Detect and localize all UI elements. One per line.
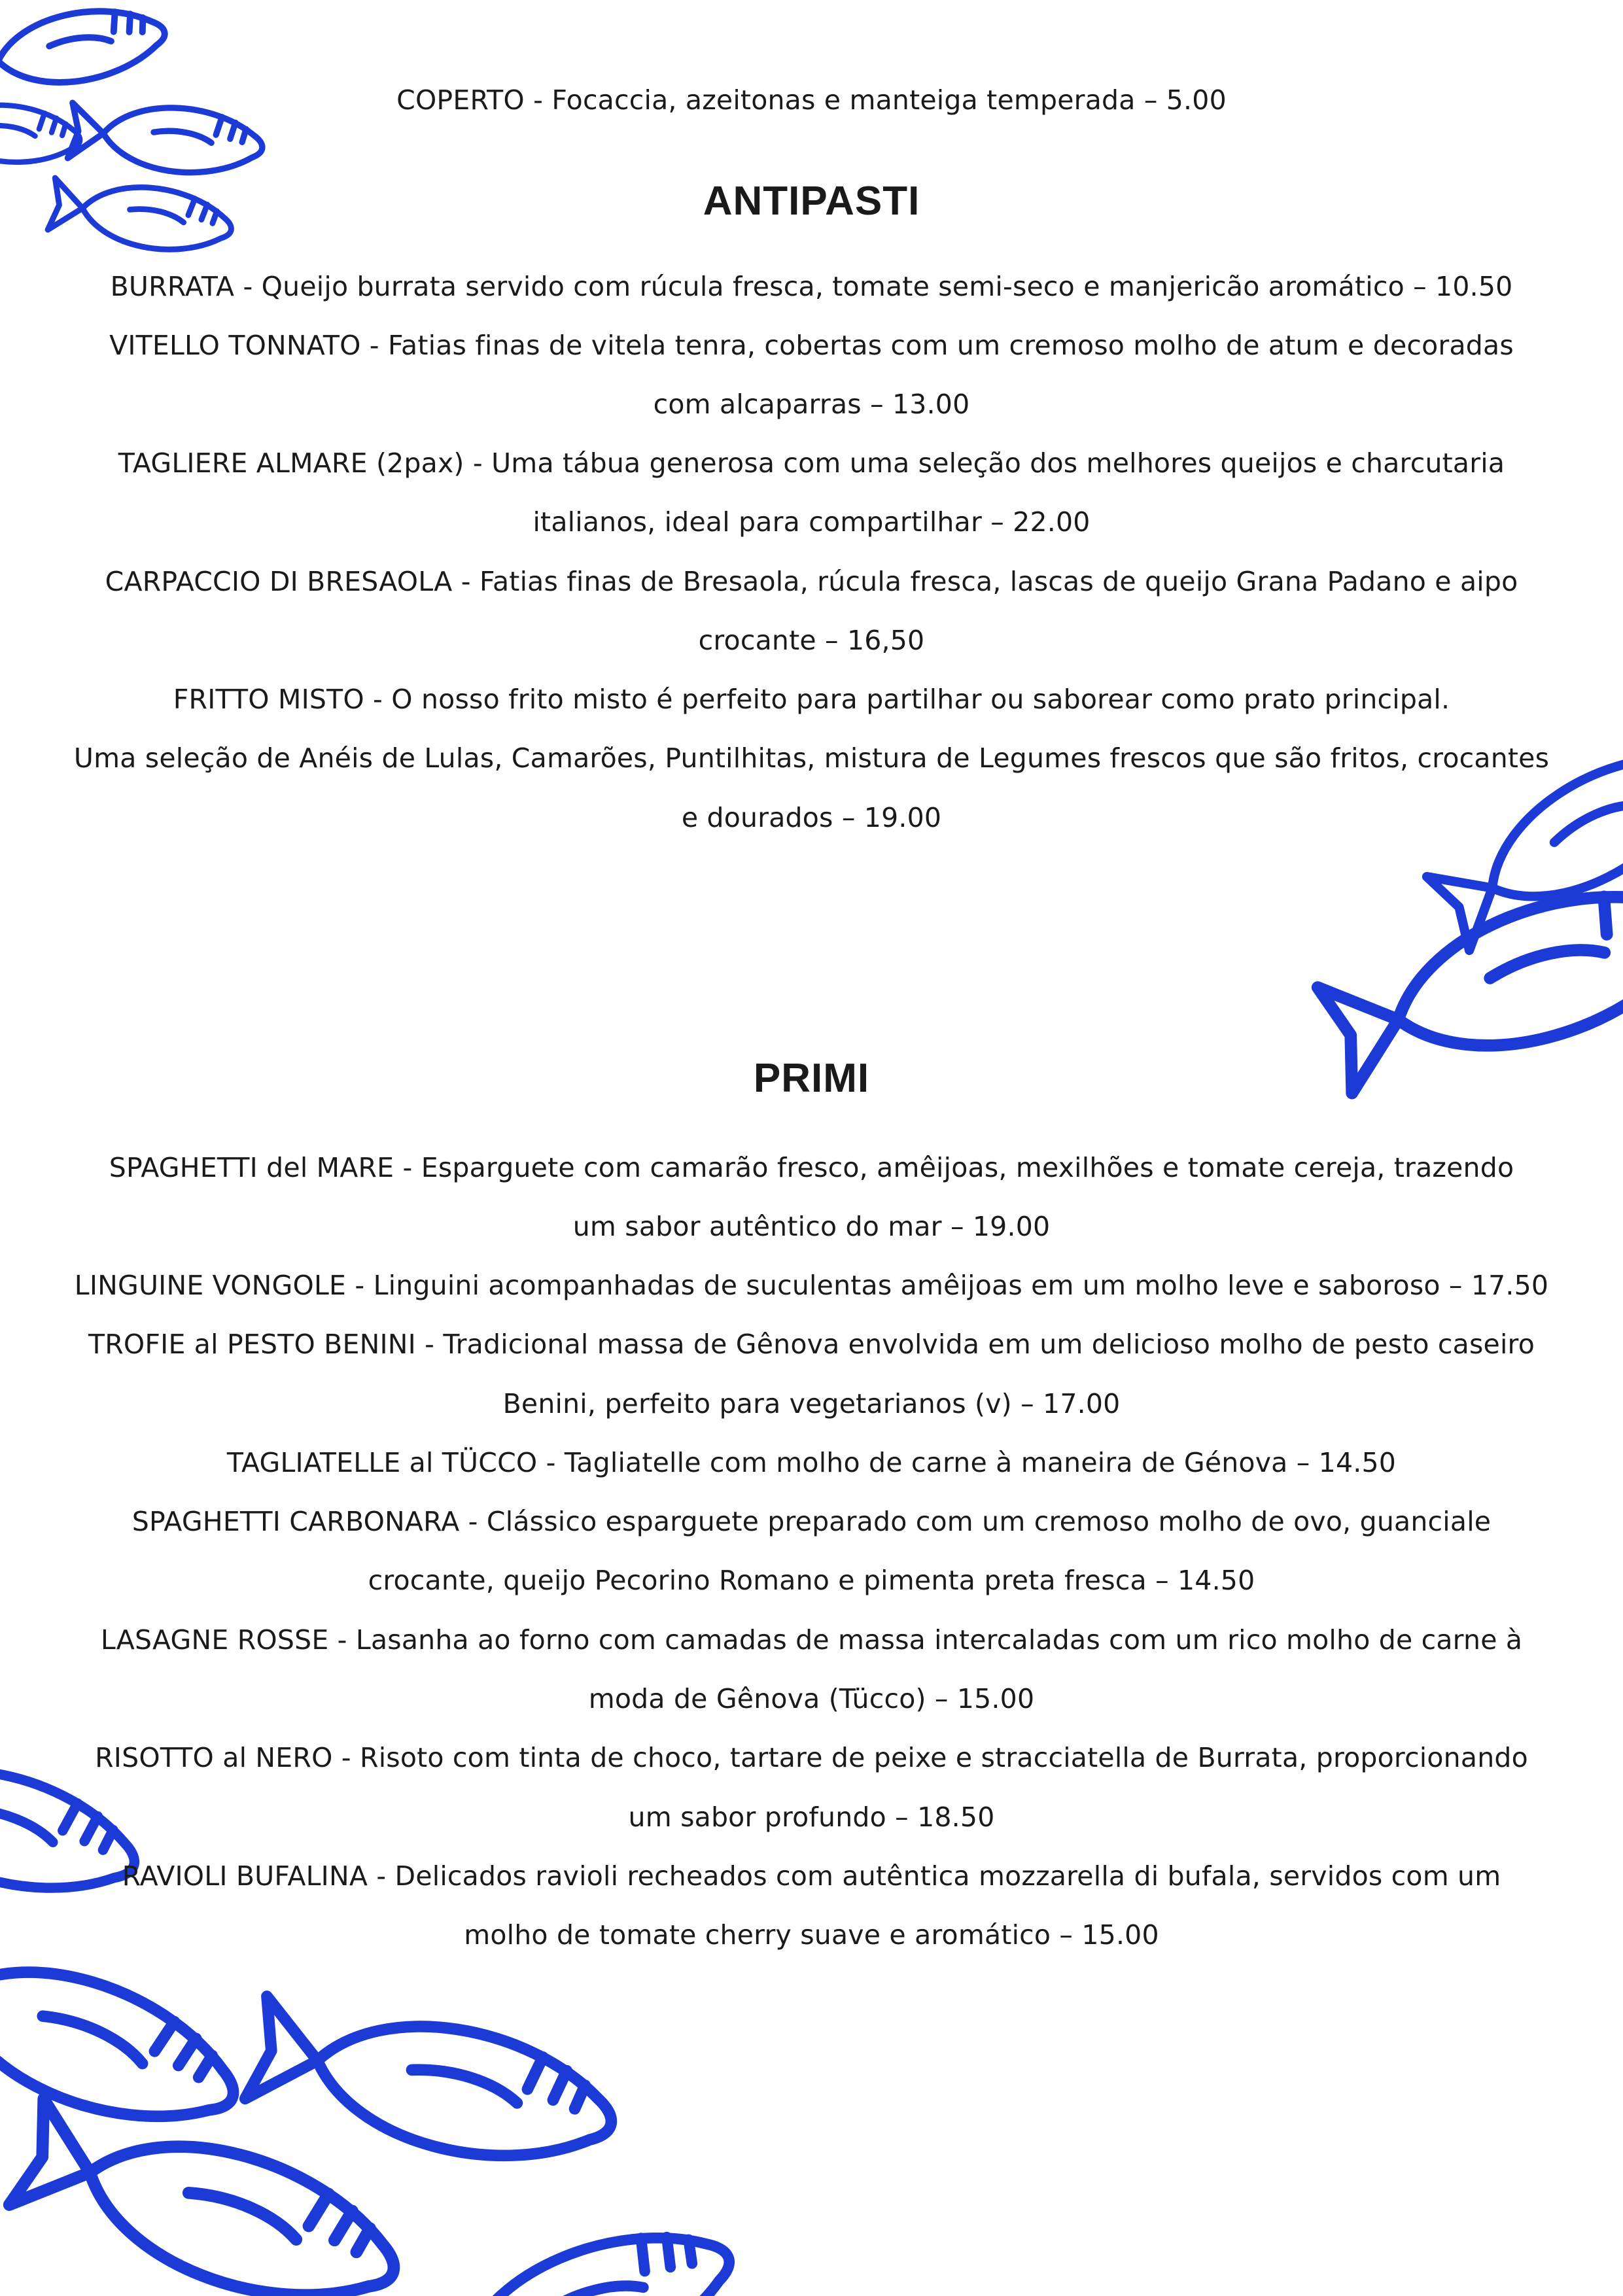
primi-line: RISOTTO al NERO - Risoto com tinta de choco, tartare de peixe e stracciatella de Burrata, proporcionando bbox=[95, 1742, 1528, 1773]
primi-line: SPAGHETTI del MARE - Esparguete com camarão fresco, amêijoas, mexilhões e tomate cereja, trazendo bbox=[109, 1152, 1514, 1183]
primi-line: RAVIOLI BUFALINA - Delicados ravioli recheados com autêntica mozzarella di bufala, servidos com um bbox=[122, 1860, 1501, 1892]
antipasti-line: FRITTO MISTO - O nosso frito misto é perfeito para partilhar ou saborear como prato principal. bbox=[173, 684, 1450, 715]
primi-line: molho de tomate cherry suave e aromático – 15.00 bbox=[464, 1919, 1159, 1951]
antipasti-line: TAGLIERE ALMARE (2pax) - Uma tábua generosa com uma seleção dos melhores queijos e charcutaria bbox=[118, 447, 1505, 479]
antipasti-line: VITELLO TONNATO - Fatias finas de vitela tenra, cobertas com um cremoso molho de atum e decoradas bbox=[109, 330, 1514, 361]
primi-line: SPAGHETTI CARBONARA - Clássico esparguete preparado com um cremoso molho de ovo, guanciale bbox=[131, 1506, 1492, 1537]
antipasti-line: e dourados – 19.00 bbox=[681, 802, 942, 833]
antipasti-line: com alcaparras – 13.00 bbox=[653, 389, 970, 420]
fish-icon bbox=[243, 1989, 623, 2182]
coperto-line: COPERTO - Focaccia, azeitonas e manteiga temperada – 5.00 bbox=[396, 84, 1227, 116]
primi-line: Benini, perfeito para vegetarianos (v) – 17.00 bbox=[502, 1388, 1121, 1419]
primi-line: um sabor profundo – 18.50 bbox=[628, 1801, 995, 1833]
fish-icon bbox=[7, 2091, 413, 2296]
primi-title: PRIMI bbox=[753, 1056, 870, 1101]
fish-icon bbox=[389, 2204, 748, 2296]
antipasti-line: crocante – 16,50 bbox=[698, 625, 925, 656]
primi-line: TROFIE al PESTO BENINI - Tradicional massa de Gênova envolvida em um delicioso molho de pesto caseiro bbox=[88, 1329, 1535, 1360]
antipasti-line: CARPACCIO DI BRESAOLA - Fatias finas de Bresaola, rúcula fresca, lascas de queijo Grana Padano e aipo bbox=[105, 566, 1518, 597]
fish-icon bbox=[0, 1916, 253, 2153]
primi-line: TAGLIATELLE al TÜCCO - Tagliatelle com molho de carne à maneira de Génova – 14.50 bbox=[226, 1447, 1397, 1478]
primi-line: crocante, queijo Pecorino Romano e pimenta preta fresca – 14.50 bbox=[368, 1565, 1255, 1596]
antipasti-line: italianos, ideal para compartilhar – 22.00 bbox=[532, 506, 1091, 538]
antipasti-title: ANTIPASTI bbox=[703, 179, 920, 224]
primi-line: moda de Gênova (Tücco) – 15.00 bbox=[588, 1683, 1035, 1714]
primi-line: LASAGNE ROSSE - Lasanha ao forno com camadas de massa intercaladas com um rico molho de carne à bbox=[100, 1624, 1523, 1656]
antipasti-line: Uma seleção de Anéis de Lulas, Camarões, Puntilhitas, mistura de Legumes frescos que são fritos, crocantes bbox=[73, 742, 1550, 774]
primi-line: LINGUINE VONGOLE - Linguini acompanhadas de suculentas amêijoas em um molho leve e saboroso – 17.50 bbox=[74, 1270, 1549, 1301]
antipasti-line: BURRATA - Queijo burrata servido com rúcula fresca, tomate semi-seco e manjericão aromático – 10.50 bbox=[110, 271, 1513, 302]
primi-line: um sabor autêntico do mar – 19.00 bbox=[572, 1211, 1051, 1242]
